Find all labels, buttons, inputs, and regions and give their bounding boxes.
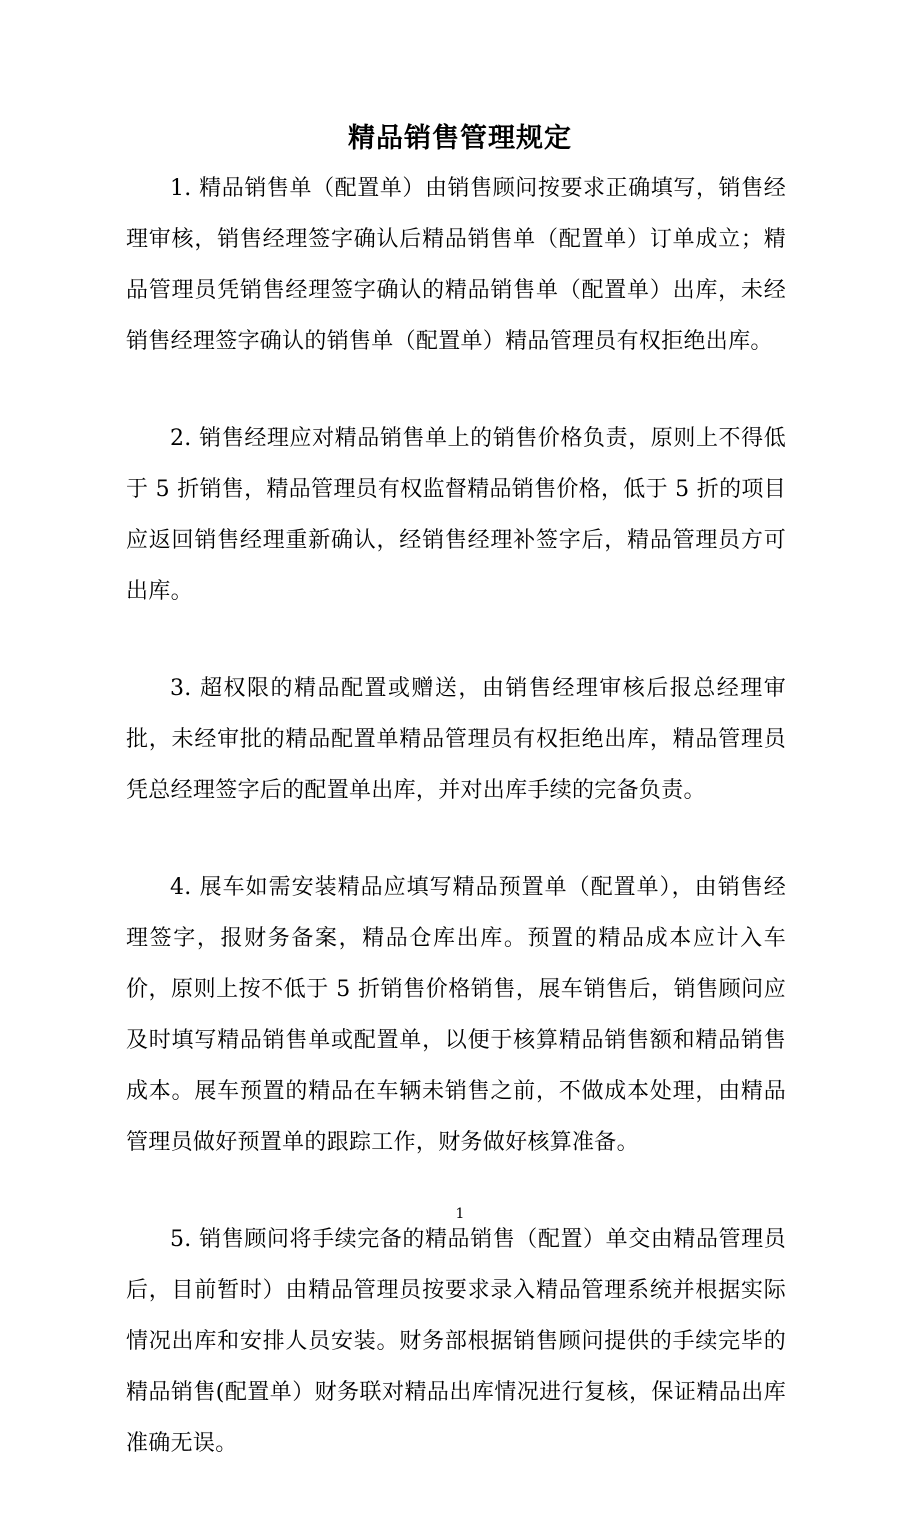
paragraph-3: 3. 超权限的精品配置或赠送，由销售经理审核后报总经理审批，未经审批的精品配置单精品管理员有权拒绝出库，精品管理员凭总经理签字后的配置单出库，并对出库手续的完备负责。: [126, 676, 786, 803]
paragraph-2: 2. 销售经理应对精品销售单上的销售价格负责，原则上不得低于 5 折销售，精品管理员有权监督精品销售价格，低于 5 折的项目应返回销售经理重新确认，经销售经理补签字后，精品管理员方可出库。: [126, 426, 786, 604]
page-title: 精品销售管理规定: [348, 123, 572, 154]
paragraph-4: 4. 展车如需安装精品应填写精品预置单（配置单），由销售经理签字，报财务备案，精品仓库出库。预置的精品成本应计入车价，原则上按不低于 5 折销售价格销售，展车销售后，销售顾问应及时填写精品销售单或配置单，以便于核算精品销售额和精品销售成本。展车预置的精品在车辆未销售之前，不做成本处理，由精品管理员做好预置单的跟踪工作，财务做好核算准备。: [126, 875, 786, 1155]
document-body: [126, 163, 786, 1515]
paragraph-1: 1. 精品销售单（配置单）由销售顾问按要求正确填写，销售经理审核，销售经理签字确认后精品销售单（配置单）订单成立；精品管理员凭销售经理签字确认的精品销售单（配置单）出库，未经销售经理签字确认的销售单（配置单）精品管理员有权拒绝出库。: [126, 176, 786, 354]
page-number: 1: [455, 1206, 465, 1222]
paragraph-5: 5. 销售顾问将手续完备的精品销售（配置）单交由精品管理员后，目前暂时）由精品管理员按要求录入精品管理系统并根据实际情况出库和安排人员安装。财务部根据销售顾问提供的手续完毕的精品销售(配置单）财务联对精品出库情况进行复核，保证精品出库准确无误。: [126, 1227, 786, 1456]
